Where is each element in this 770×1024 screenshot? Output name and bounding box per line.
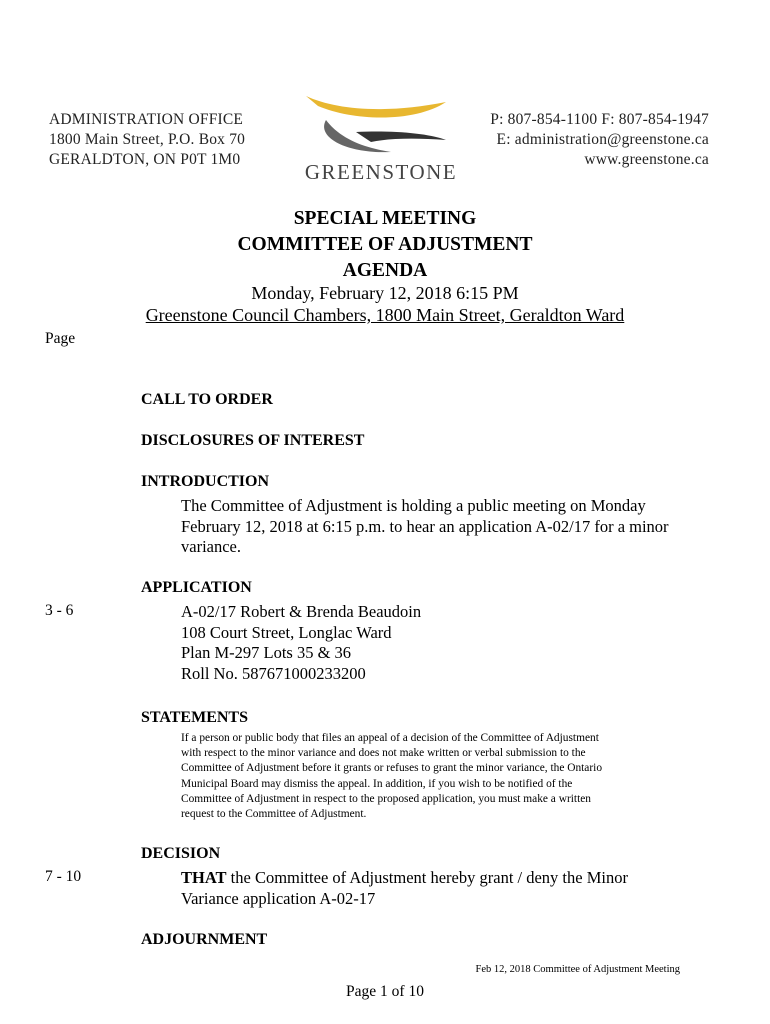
meeting-location: Greenstone Council Chambers, 1800 Main Street, Geraldton Ward <box>145 305 625 325</box>
decision-line2: Variance application A-02-17 <box>181 888 376 908</box>
statements-text <box>181 731 661 822</box>
footer-page-number: Page 1 of 10 <box>346 983 424 1000</box>
contact-phone: P: 807-854-1100 F: 807-854-1947 <box>490 111 709 128</box>
introduction-line: February 12, 2018 at 6:15 p.m. to hear an application A-02/17 for a minor <box>181 516 669 536</box>
statements-line: request to the Committee of Adjustment. <box>181 808 367 821</box>
meeting-location-wrap <box>0 305 770 326</box>
title-agenda: AGENDA <box>342 260 428 281</box>
decision-page-range: 7 - 10 <box>45 868 82 885</box>
decision-text <box>181 868 701 909</box>
statements-line: Municipal Board may dismiss the appeal. In addition, if you wish to be notified of the <box>181 777 573 790</box>
office-name: ADMINISTRATION OFFICE <box>49 111 244 128</box>
logo-wordmark: GREENSTONE <box>304 160 458 184</box>
office-street: 1800 Main Street, P.O. Box 70 <box>49 131 246 148</box>
footer-meeting-label: Feb 12, 2018 Committee of Adjustment Meeting <box>475 964 680 975</box>
section-adjournment: ADJOURNMENT <box>141 931 268 948</box>
statements-line: If a person or public body that files an appeal of a decision of the Committee of Adjustment <box>181 732 599 744</box>
statements-line: with respect to the minor variance and does not make written or verbal submission to the <box>181 747 586 760</box>
introduction-text <box>181 496 701 558</box>
section-application: APPLICATION <box>141 579 252 596</box>
application-line: 108 Court Street, Longlac Ward <box>181 622 392 642</box>
application-page-range: 3 - 6 <box>45 602 74 619</box>
section-call-to-order: CALL TO ORDER <box>141 391 273 408</box>
section-statements: STATEMENTS <box>141 709 248 726</box>
title-committee: COMMITTEE OF ADJUSTMENT <box>237 234 533 255</box>
decision-line1-text: the Committee of Adjustment hereby grant / deny the Minor <box>226 868 628 887</box>
section-disclosures: DISCLOSURES OF INTEREST <box>141 432 365 449</box>
contact-website[interactable]: www.greenstone.ca <box>584 151 709 168</box>
decision-that: THAT <box>181 868 227 887</box>
statements-line: Committee of Adjustment before it grants or refuses to grant the minor variance, the Ontario <box>181 762 603 775</box>
page-column-label: Page <box>45 330 76 347</box>
introduction-line: The Committee of Adjustment is holding a public meeting on Monday <box>181 496 646 515</box>
application-details <box>181 602 701 684</box>
logo-dark-swoosh <box>356 131 446 142</box>
office-city: GERALDTON, ON P0T 1M0 <box>49 151 241 168</box>
section-decision: DECISION <box>141 845 221 862</box>
contact-email[interactable]: E: administration@greenstone.ca <box>496 131 709 148</box>
contact-info <box>490 110 709 170</box>
introduction-line: variance. <box>181 537 241 556</box>
application-line: Plan M-297 Lots 35 & 36 <box>181 643 352 662</box>
decision-line <box>181 868 701 889</box>
meeting-datetime: Monday, February 12, 2018 6:15 PM <box>251 283 519 303</box>
office-address <box>49 110 245 170</box>
title-special-meeting: SPECIAL MEETING <box>293 208 477 229</box>
logo-gold-swoosh <box>306 96 446 118</box>
application-line: A-02/17 Robert & Brenda Beaudoin <box>181 602 422 621</box>
statements-line: Committee of Adjustment in respect to the proposed application, you must make a written <box>181 792 591 805</box>
application-line: Roll No. 587671000233200 <box>181 663 366 683</box>
section-introduction: INTRODUCTION <box>141 473 270 490</box>
